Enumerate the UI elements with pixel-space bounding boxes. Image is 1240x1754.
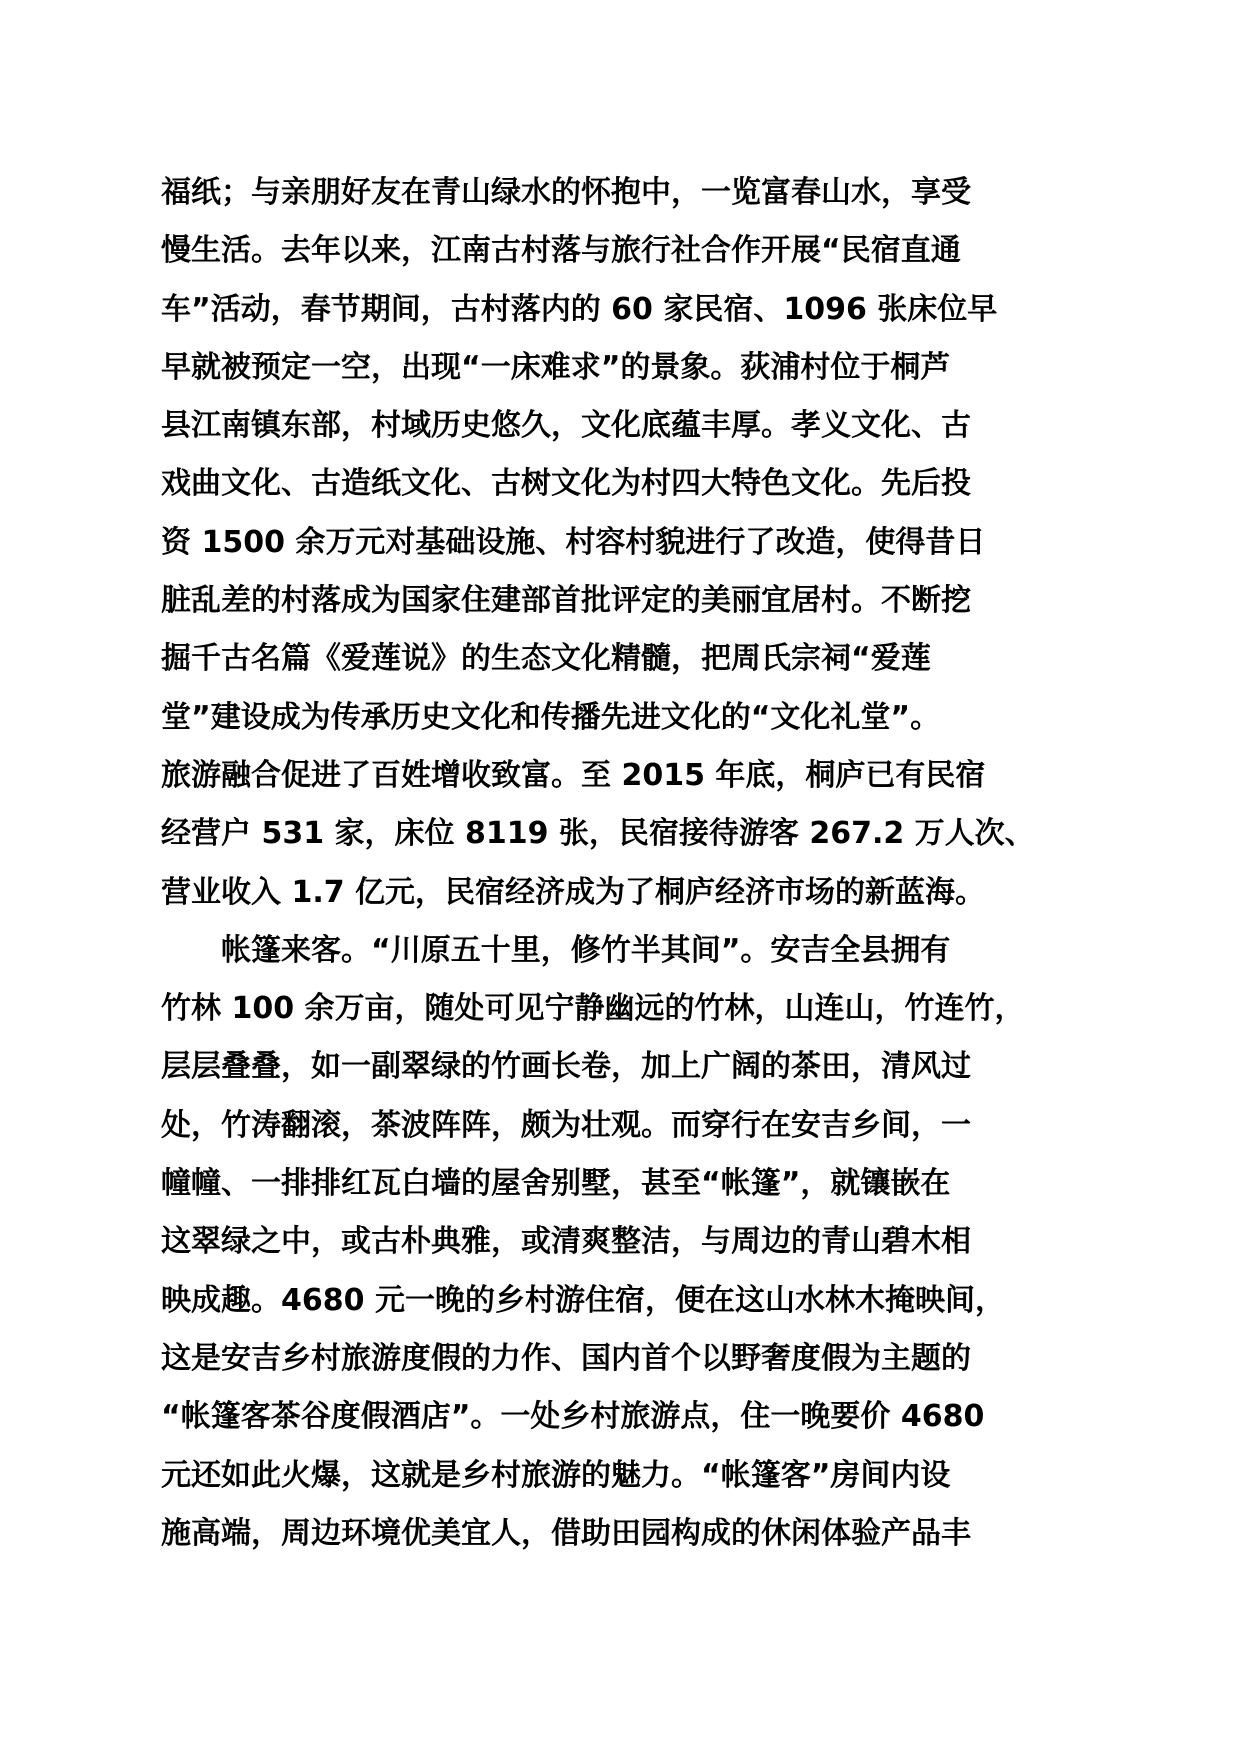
- text-line: 堂”建设成为传承历史文化和传播先进文化的“文化礼堂”。: [161, 699, 941, 735]
- text-line: 元还如此火爆，这就是乡村旅游的魅力。“帐篷客”房间内设: [161, 1457, 951, 1493]
- paragraph-start-line: 帐篷来客。“川原五十里，修竹半其间”。安吉全县拥有: [161, 932, 951, 968]
- text-line: 经营户 531 家，床位 8119 张，民宿接待游客 267.2 万人次、: [161, 816, 1035, 852]
- text-line: 旅游融合促进了百姓增收致富。至 2015 年底，桐庐已有民宿: [161, 757, 986, 793]
- text-line: 慢生活。去年以来，江南古村落与旅行社合作开展“民宿直通: [161, 233, 961, 269]
- text-line: “帐篷客茶谷度假酒店”。一处乡村旅游点，住一晚要价 4680: [161, 1399, 985, 1435]
- text-line: 施高端，周边环境优美宜人，借助田园构成的休闲体验产品丰: [161, 1515, 971, 1551]
- text-line: 福纸；与亲朋好友在青山绿水的怀抱中，一览富春山水，享受: [161, 175, 971, 210]
- text-line: 掘千古名篇《爱莲说》的生态文化精髓，把周氏宗祠“爱莲: [161, 641, 931, 677]
- text-line: 层层叠叠，如一副翠绿的竹画长卷，加上广阔的茶田，清风过: [161, 1049, 971, 1085]
- text-line: 竹林 100 余万亩，随处可见宁静幽远的竹林，山连山，竹连竹，: [161, 991, 1025, 1027]
- text-line: 脏乱差的村落成为国家住建部首批评定的美丽宜居村。不断挖: [161, 583, 971, 619]
- text-line: 县江南镇东部，村域历史悠久，文化底蕴丰厚。孝义文化、古: [161, 408, 971, 444]
- text-line: 这是安吉乡村旅游度假的力作、国内首个以野奢度假为主题的: [161, 1340, 971, 1376]
- text-line: 戏曲文化、古造纸文化、古树文化为村四大特色文化。先后投: [161, 466, 971, 502]
- body-text: [161, 164, 1101, 1563]
- text-line: 这翠绿之中，或古朴典雅，或清爽整洁，与周边的青山碧木相: [161, 1224, 971, 1260]
- text-line: 映成趣。4680 元一晚的乡村游住宿，便在这山水林木掩映间，: [161, 1282, 1005, 1318]
- text-line: 营业收入 1.7 亿元，民宿经济成为了桐庐经济市场的新蓝海。: [161, 874, 986, 910]
- text-line: 处，竹涛翻滚，茶波阵阵，颇为壮观。而穿行在安吉乡间，一: [161, 1107, 971, 1143]
- text-line: 资 1500 余万元对基础设施、村容村貌进行了改造，使得昔日: [161, 524, 986, 560]
- text-line: 早就被预定一空，出现“一床难求”的景象。荻浦村位于桐芦: [161, 349, 951, 385]
- text-line: 车”活动，春节期间，古村落内的 60 家民宿、1096 张床位早: [161, 291, 998, 327]
- text-line: 幢幢、一排排红瓦白墙的屋舍别墅，甚至“帐篷”，就镶嵌在: [161, 1166, 951, 1202]
